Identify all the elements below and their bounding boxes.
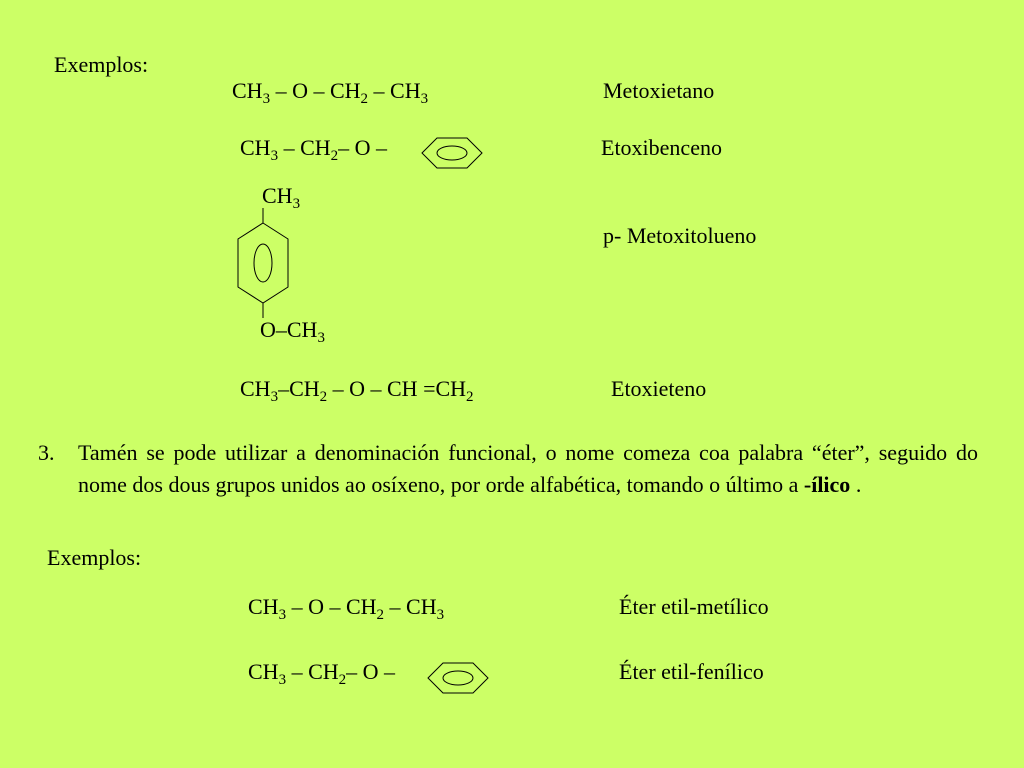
subscript: 2 (330, 148, 339, 164)
subscript: 2 (338, 672, 347, 688)
formula-etoxibenceno: $CH_3 - CH_2-$ O – (240, 135, 388, 164)
formula-metoxietano: $CH_3$ – O – $CH_2 - CH_3$ (232, 78, 429, 107)
subscript: 3 (420, 91, 429, 107)
subscript: 2 (466, 389, 474, 405)
subscript: 2 (376, 607, 385, 623)
formula-eter-etil-fenilico: $CH_3 - CH_2-$ O – (248, 659, 396, 688)
subscript: 3 (270, 148, 279, 164)
name-eter-etil-metilico: Éter etil-metílico (619, 594, 769, 619)
subscript: 3 (292, 196, 301, 212)
subscript: 3 (262, 91, 271, 107)
benzene-ring-icon (428, 662, 488, 694)
subscript: 3 (278, 672, 287, 688)
formula-toluene-ch3: $CH_3$ (262, 183, 301, 212)
benzene-ring-icon (422, 137, 482, 169)
formula-eter-etil-metilico: $CH_3$ – O – $CH_2 - CH_3$ (248, 594, 445, 623)
name-metoxietano: Metoxietano (603, 78, 715, 103)
subscript: 2 (319, 389, 328, 405)
rule-paragraph (78, 437, 978, 501)
rule-text-end: . (850, 472, 862, 497)
subscript: 3 (436, 607, 445, 623)
subscript: 3 (270, 389, 279, 405)
benzene-ring-vertical-icon (236, 208, 290, 318)
formula-toluene-och3: $O-CH_3$ (260, 317, 325, 346)
subscript: 3 (317, 330, 325, 346)
name-etoxibenceno: Etoxibenceno (601, 135, 722, 160)
name-metoxitolueno: p- Metoxitolueno (603, 223, 757, 248)
examples-heading-1: Exemplos: (54, 52, 149, 77)
subscript: 3 (278, 607, 287, 623)
name-eter-etil-fenilico: Éter etil-fenílico (619, 659, 764, 684)
formula-etoxieteno: $CH_3-CH_2$ – O – CH $=CH_2$ (240, 376, 474, 405)
rule-text: Tamén se pode utilizar a denominación funcional, o nome comeza coa palabra “éter”, seguido do nome dos dous grupos unidos ao osíxeno, por orde alfabética, tomando o último a (78, 440, 978, 497)
examples-heading-2: Exemplos: (47, 545, 142, 570)
subscript: 2 (360, 91, 369, 107)
rule-number: 3. (38, 440, 55, 465)
rule-suffix: -ílico (803, 472, 851, 497)
name-etoxieteno: Etoxieteno (611, 376, 707, 401)
